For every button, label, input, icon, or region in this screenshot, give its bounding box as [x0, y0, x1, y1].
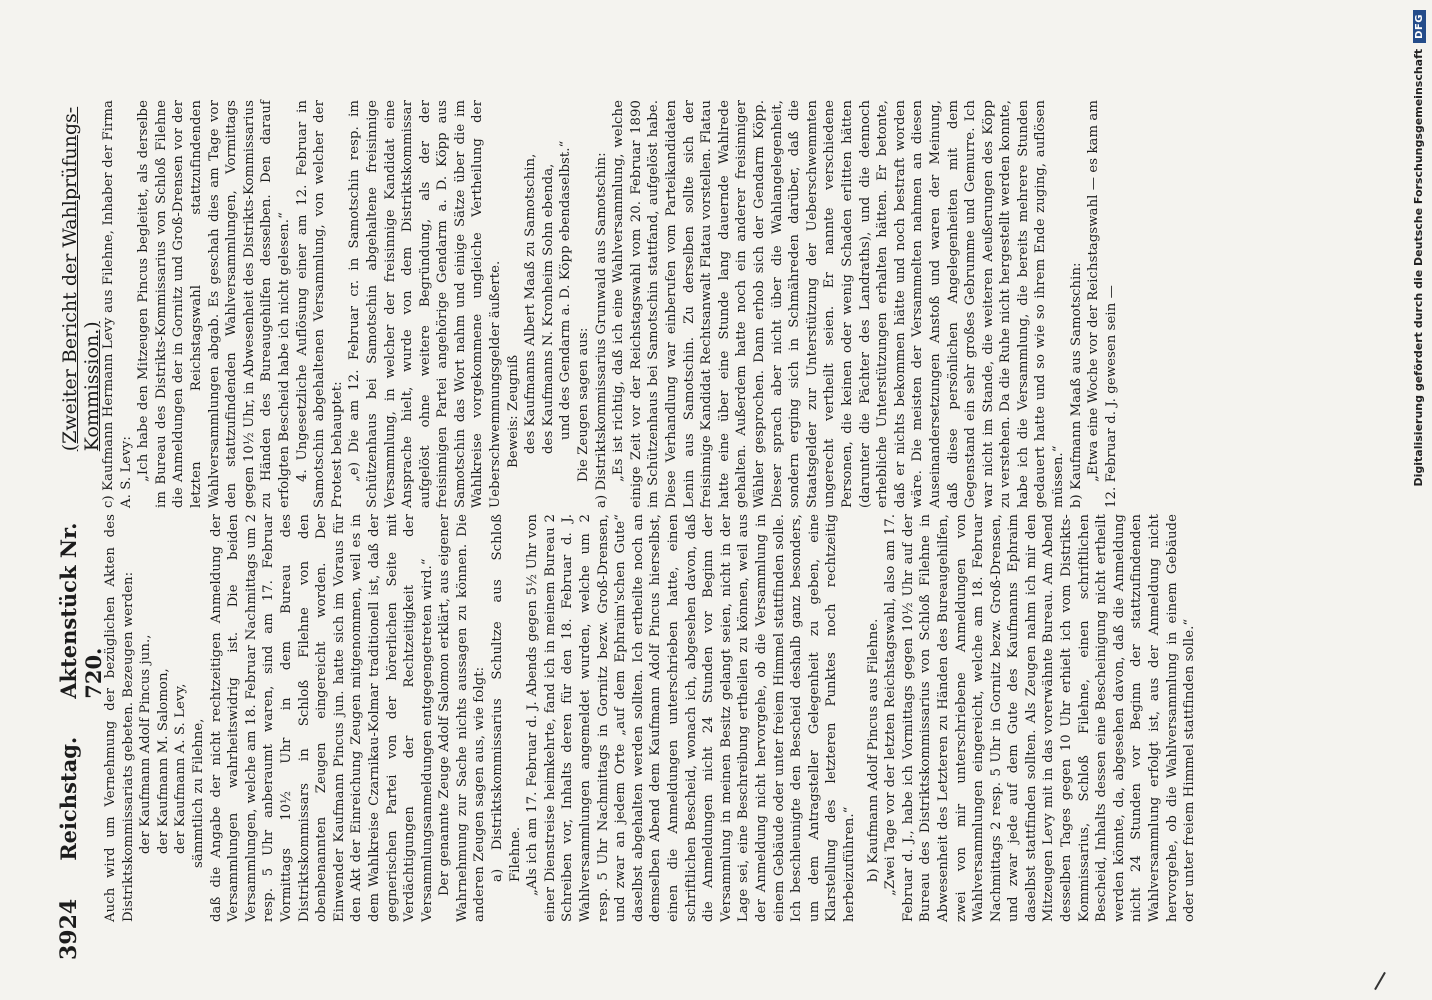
header-right: (Zweiter Bericht der Wahlprüfungs-Kommission.) [59, 106, 103, 452]
witness-line: der Kaufmann Adolf Pincus jun., [138, 634, 154, 854]
paragraph: „Ich habe den Mitzeugen Pincus begleitet, als derselbe im Bureau des Distrikts-Kommissarius von Schloß Filehne die Anmeldungen der in Gornitz und Groß-Drensen vor der letzten Reichstagswahl stattzufindenden Wahlversammlungen abgab. Es geschah dies am Tage vor den stattzufindenden Wahlversammlungen, Vormittags gegen 10½ Uhr, in Abwesenheit des Distrikts-Kommissarius zu Händen des Bureaugehilfen desselben. Den darauf erfolgten Bescheid habe ich nicht gelesen.“ [136, 100, 292, 508]
paragraph: „e) Die am 12. Februar cr. in Samotschin resp. im Schützenhaus bei Samotschin abgehaltene freisinnige Versammlung, in welcher der freisinnige Kandidat eine Ansprache hielt, wurde von dem Distriktskommissar aufgelöst ohne weitere Begründung, als der der freisinnigen Partei angehörige Gendarm a. D. Köpp aus Samotschin das Wort nahm und einige Sätze über die im Wahlkreise vorgekommene ungleiche Vertheilung der Ueberschwemmungsgelder äußerte. [347, 100, 504, 508]
section-heading: b) Kaufmann Adolf Pincus aus Filehne. [865, 618, 881, 882]
digitization-credit [1412, 0, 1432, 1000]
dfg-logo: DFG [1413, 10, 1426, 43]
witness-line: und des Gendarm a. D. Köpp ebendaselbst.“ [558, 140, 574, 440]
page-header [56, 40, 106, 960]
paragraph: Die Zeugen sagen aus: [576, 327, 592, 482]
header-left: Reichstag. [56, 736, 81, 861]
witness-line: der Kaufmann M. Salomon, [155, 668, 171, 854]
section-heading: a) Distriktskommissarius Grunwald aus Samotschin: [593, 152, 609, 508]
paragraph: „Zwei Tage vor der letzten Reichstagswahl, also am 17. Februar d. J., habe ich Vormittags gegen 10½ Uhr auf der Bureau des Distriktskommissarius von Schloß Filehne in Abwesenheit des Letzteren zu Händen des Bureaugehilfen, zwei von mir unterschriebene Anmeldungen von Wahlversammlungen eingereicht, welche am 18. Februar Nachmittags 2 resp. 5 Uhr in Gornitz bezw. Groß-Drensen, und zwar jede auf dem Gute des Kaufmanns Ephraim daselbst stattfinden sollten. Als Zeugen nahm ich mir den Mitzeugen Levy mit in das vorerwähnte Bureau. Am Abend desselben Tages gegen 10 Uhr erhielt ich vom Distrikts-Kommissarius, Schloß Filehne, einen schriftlichen Bescheid, Inhalts dessen eine Bescheinigung nicht ertheilt werden könnte, da, abgesehen davon, daß die Anmeldung nicht 24 Stunden vor Beginn der stattzufindenden Wahlversammlung erfolgt ist, aus der Anmeldung nicht hervorgehe, ob die Wahlversammlung in einem Gebäude oder unter freiem Himmel stattfinden solle.“ [883, 514, 1198, 922]
paragraph: „Es ist richtig, daß ich eine Wahlversammlung, welche einige Zeit vor der Reichstagswahl vom 20. Februar 1890 im Schützenhaus bei Samotschin stattfand, aufgelöst habe. Diese Verhandlung war einberufen vom Parteikandidaten Lenin aus Samotschin. Zu derselben sollte sich der freisinnige Kandidat Rechtsanwalt Flatau vorstellen. Flatau hatte eine über eine Stunde lang dauernde Wahlrede gehalten. Außerdem hatte noch ein anderer freisinniger Wähler gesprochen. Dann erhob sich der Gendarm Köpp. Dieser sprach aber nicht über die Wahlangelegenheit, sondern erging sich in Schmähreden darüber, daß die Staatsgelder zur Unterstützung der Ueberschwemmten ungerecht vertheilt seien. Er nannte verschiedene Personen, die keinen oder wenig Schaden erlitten hätten (darunter die Pächter des Landraths), und die dennoch erhebliche Unterstützungen erhalten hätten. Er betonte, daß er nichts bekommen hätte und noch bestraft worden wäre. Die meisten der Versammelten nahmen an diesen Auseinandersetzungen Anstoß und waren der Meinung, daß diese persönlichen Angelegenheiten mit dem Gegenstand ein sehr großes Gebrumme und Gemurre. Ich war nicht im Stande, die weiteren Aeußerungen des Köpp zu verstehen. Da die Ruhe nicht hergestellt werden konnte, habe ich die Versammlung, die bereits mehrere Stunden gedauert hatte und so wie so ihrem Ende zuging, auflösen müssen.“ [611, 100, 1067, 508]
witness-line: des Kaufmanns N. Kronheim Sohn ebenda, [540, 163, 556, 454]
section-heading: c) Kaufmann Hermann Levy aus Filehne, Inhaber der Firma A. S. Levy: [101, 100, 134, 508]
section-heading: 4. Ungesetzliche Auflösung einer am 12. Februar in Samotschin abgehaltenen Versammlung, von welcher der Protest behauptet: [294, 100, 345, 508]
paragraph: daß die Angabe der nicht rechtzeitigen Anmeldung der Versammlungen wahrheitswidrig ist. Die beiden Versammlungen, welche am 18. Februar Nachmittags um 2 resp. 5 Uhr anberaumt waren, sind am 17. Februar Vormittags 10½ Uhr in dem Bureau des Distriktskommissars in Schloß Filehne von den obenbenannten Zeugen eingereicht worden. Der Einwender Kaufmann Pincus jun. hatte sich im Voraus für den Akt der Einreichung Zeugen mitgenommen, weil es in dem Wahlkreise Czarnikau-Kolmar traditionell ist, daß der gegnerischen Partei von der hörerlichen Seite mit Verdächtigungen der Rechtzeitigkeit der Versammlungsanmeldungen entgegengetreten wird.“ [208, 514, 435, 922]
paragraph: Auch wird um Vernehmung der bezüglichen Akten des Distriktskommissariats gebeten. Bezeugen werden: [103, 514, 136, 922]
evidence-label: Beweis: Zeugniß [505, 354, 521, 468]
witness-line: sämmtlich zu Filehne, [190, 718, 206, 868]
left-column [102, 514, 1198, 922]
page-number: 3924 [56, 898, 82, 960]
paragraph: „Als ich am 17. Februar d. J. Abends gegen 5½ Uhr von einer Dienstreise heimkehrte, fand ich in meinem Bureau 2 Schreiben vor, Inhalts deren für den 18. Februar d. J. Wahlversammlungen angemeldet wurden, welche um 2 resp. 5 Uhr Nachmittags in Gornitz bezw. Groß-Drensen, und zwar an jedem Orte „auf dem Ephraim'schen Gute“ daselbst abgehalten werden sollten. Ich ertheilte noch an demselben Abend dem Kaufmann Adolf Pincus hierselbst, einen die Anmeldungen unterschrieben hatte, einen schriftlichen Bescheid, wonach ich, abgesehen davon, daß die Anmeldungen nicht 24 Stunden vor Beginn der Versammlung in meinen Besitz gelangt seien, nicht in der Lage sei, eine Beschreibung ertheilen zu können, weil aus der Anmeldung nicht hervorgehe, ob die Versammlung in einem Gebäude oder unter freiem Himmel stattfinden solle. Ich beschleunigte den Bescheid deshalb ganz besonders, um dem Antragsteller Gelegenheit zu geben, eine Klarstellung des letzteren Punktes noch rechtzeitig herbeizuführen.“ [525, 514, 857, 922]
paragraph: „Etwa eine Woche vor der Reichstagswahl — es kam am 12. Februar d. J. gewesen sein — [1086, 100, 1119, 508]
right-column [100, 100, 1119, 508]
witness-line: des Kaufmanns Albert Maaß zu Samotschin, [523, 153, 539, 454]
credit-text: Digitalisierung gefördert durch die Deutsche Forschungsgemeinschaft [1412, 48, 1425, 487]
header-center: Aktenstück Nr. 720. [56, 522, 106, 699]
witness-line: der Kaufmann A. S. Levy, [173, 683, 189, 854]
section-heading: b) Kaufmann Maaß aus Samotschin: [1068, 262, 1084, 508]
paragraph: Der genannte Zeuge Adolf Salomon erklärt, aus eigener Wahrnehmung zur Sache nichts aussagen zu können. Die anderen Zeugen sagen aus, wie folgt: [437, 514, 488, 922]
section-heading: a) Distriktskommissarius Schultze aus Schloß Filehne. [490, 514, 523, 882]
